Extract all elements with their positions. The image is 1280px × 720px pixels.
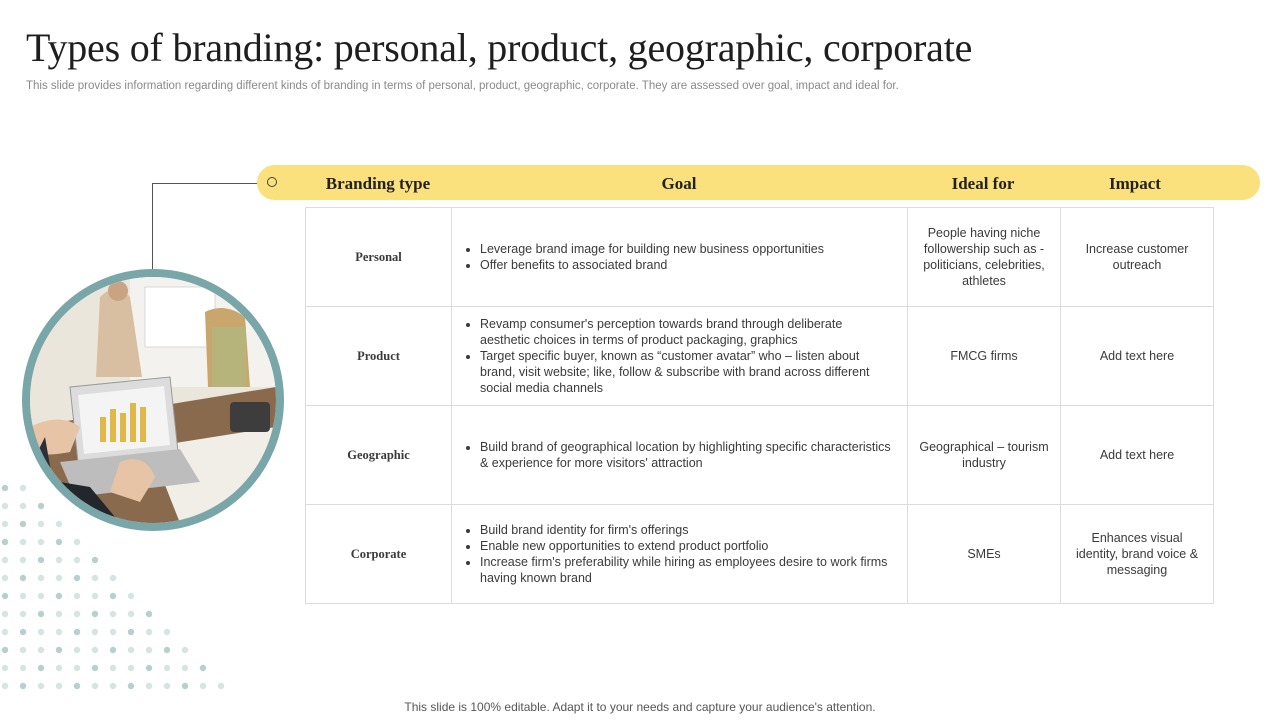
impact-cell: Add text here: [1061, 406, 1214, 505]
impact-cell: Increase customer outreach: [1061, 208, 1214, 307]
ideal-for-cell: SMEs: [908, 505, 1061, 604]
goal-item: • Enable new opportunities to extend product portfolio: [480, 538, 893, 554]
page-title: Types of branding: personal, product, geographic, corporate: [26, 25, 973, 70]
header-bullet-circle-icon: [267, 177, 277, 187]
branding-type-cell: Personal: [306, 208, 452, 307]
ideal-for-cell: FMCG firms: [908, 307, 1061, 406]
goal-item: • Offer benefits to associated brand: [480, 257, 893, 273]
ideal-for-cell: People having niche followership such as - politicians, celebrities, athletes: [908, 208, 1061, 307]
goal-item: • Increase firm's preferability while hiring as employees desire to work firms having known brand: [480, 554, 893, 586]
table-row: [306, 406, 1214, 505]
header-ideal-for: Ideal for: [951, 174, 1015, 193]
header-impact: Impact: [1109, 174, 1161, 193]
goal-item: • Leverage brand image for building new business opportunities: [480, 241, 893, 257]
branding-type-cell: Product: [306, 307, 452, 406]
goal-cell: [452, 406, 908, 505]
connector-line: [152, 183, 153, 271]
ideal-for-cell: Geographical – tourism industry: [908, 406, 1061, 505]
goal-list: [462, 522, 893, 586]
page-subtitle: This slide provides information regarding different kinds of branding in terms of personal, product, geographic, corporate. They are assessed over goal, impact and ideal for.: [26, 80, 899, 92]
branding-type-cell: Geographic: [306, 406, 452, 505]
goal-list: [462, 316, 893, 396]
goal-list: [462, 439, 893, 471]
connector-line: [152, 183, 265, 184]
goal-item: • Target specific buyer, known as “customer avatar” who – listen about brand, visit website; like, follow & subscribe with brand across different social media channels: [480, 348, 893, 396]
impact-cell: Enhances visual identity, brand voice & messaging: [1061, 505, 1214, 604]
goal-item: • Revamp consumer's perception towards brand through deliberate aesthetic choices in terms of product packaging, graphics: [480, 316, 893, 348]
goal-list: [462, 241, 893, 273]
footer-note: This slide is 100% editable. Adapt it to your needs and capture your audience's attention.: [404, 700, 876, 714]
office-meeting-photo: [22, 269, 284, 531]
goal-cell: [452, 307, 908, 406]
table-row: [306, 505, 1214, 604]
impact-cell: Add text here: [1061, 307, 1214, 406]
branding-type-cell: Corporate: [306, 505, 452, 604]
header-branding-type: Branding type: [325, 174, 431, 193]
goal-cell: [452, 208, 908, 307]
goal-item: • Build brand of geographical location by highlighting specific characteristics & experience for more visitors' attraction: [480, 439, 893, 471]
header-goal: Goal: [661, 174, 697, 193]
table-row: [306, 208, 1214, 307]
table-row: [306, 307, 1214, 406]
branding-table: [305, 207, 1214, 604]
goal-item: • Build brand identity for firm's offerings: [480, 522, 893, 538]
goal-cell: [452, 505, 908, 604]
